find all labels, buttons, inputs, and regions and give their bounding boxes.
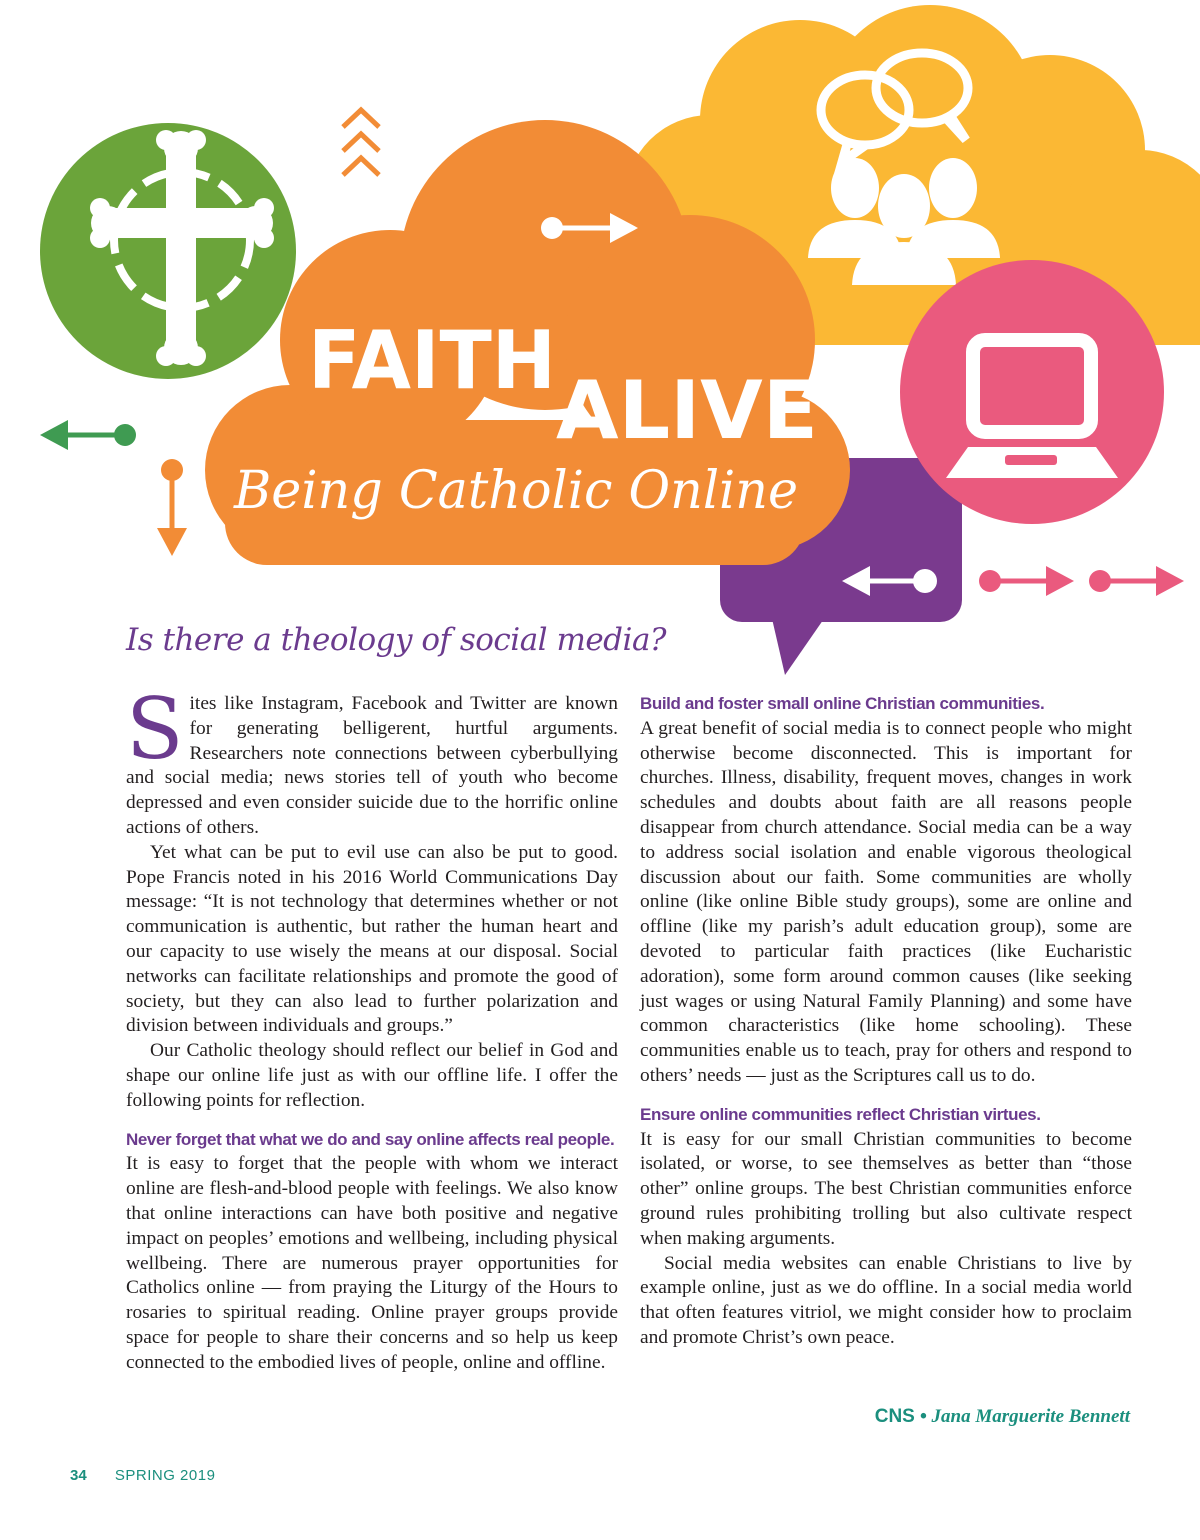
article-column-right [640,692,1132,1351]
banner-illustration [0,0,1200,690]
credit-author: Jana Marguerite Bennett [931,1406,1130,1427]
pink-circle [900,260,1164,524]
title-faith: FAITH [308,314,556,407]
drop-cap: S [126,680,184,778]
credit-agency: CNS • [874,1406,927,1427]
body-paragraph: Yet what can be put to evil use can also be put to good. Pope Francis noted in his 2016 World Communications Day message: “It is not technology that determines whether or not communication is authentic, but rather the human heart and our capacity to use wisely the means at our disposal. Social networks can facilitate relationships and promote the good of society, but they can also lead to further polarization and division between individuals and groups.” [126,841,618,1037]
title-alive: ALIVE [556,364,818,457]
page-number: 34 [70,1467,87,1484]
section-heading: Build and foster small online Christian communities. [640,694,1045,713]
chevrons-up-icon [343,110,379,175]
body-paragraph: It is easy to forget that the people with whom we interact online are flesh-and-blood people with feelings. We also know that online interactions can have both positive and negative impact on peoples’ emotions and wellbeing, including physical wellbeing. There are numerous prayer opportunities for Catholics online — from praying the Liturgy of the Hours to rosaries to spiritual reading. Online prayer groups provide space for people to share their concerns and so help us keep connected to the embodied lives of people, online and offline. [126,1153,618,1373]
article-question-heading: Is there a theology of social media? [126,622,667,658]
byline [875,1406,1130,1428]
intro-text: ites like Instagram, Facebook and Twitter are known for generating belligerent, hurtful arguments. Researchers note connections between cyberbullying and social media; news stories tell of youth who become depressed and even consider suicide due to the horrific online actions of others. [126,693,618,838]
arrow-left-icon [40,420,136,450]
body-paragraph: Social media websites can enable Christians to live by example online, just as we do offline. In a social media world that often features vitriol, we might consider how to proclaim and promote Christ’s own peace. [640,1252,1132,1348]
arrow-right-icon [1089,566,1184,596]
issue-label: SPRING 2019 [114,1467,216,1484]
article-column-left [126,680,618,1376]
arrow-right-icon [979,566,1074,596]
body-paragraph: Our Catholic theology should reflect our belief in God and shape our online life just as with our offline life. I offer the following points for reflection. [126,1040,618,1111]
section-heading: Ensure online communities reflect Christian virtues. [640,1104,1041,1124]
intro-paragraph [126,680,618,841]
page-footer [70,1467,215,1484]
subtitle: Being Catholic Online [233,461,798,521]
body-paragraph: A great benefit of social media is to connect people who might otherwise become disconnected. This is important for churches. Illness, disability, frequent moves, changes in work schedules and doubts about faith are all reasons people disappear from church attendance. Social media can be a way to address social isolation and enable vigorous theological discussion about our faith. Some communities are wholly online (like online Bible study groups), some are online and offline (like my parish’s adult education group), some are devoted to particular faith practices (like Eucharistic adoration), some form around common causes (like seeking just wages or using Natural Family Planning) and some have common characteristics (like home schooling). These communities enable us to teach, pray for others and respond to others’ needs — just as the Scriptures call us to do. [640,717,1132,1086]
arrow-down-icon [157,459,187,556]
body-paragraph: It is easy for our small Christian communities to become isolated, or worse, to see themselves as better than “those other” online groups. The best Christian communities enforce ground rules prohibiting trolling but also cultivate respect when making arguments. [640,1128,1132,1249]
section-heading: Never forget that what we do and say online affects real people. [126,1129,615,1149]
